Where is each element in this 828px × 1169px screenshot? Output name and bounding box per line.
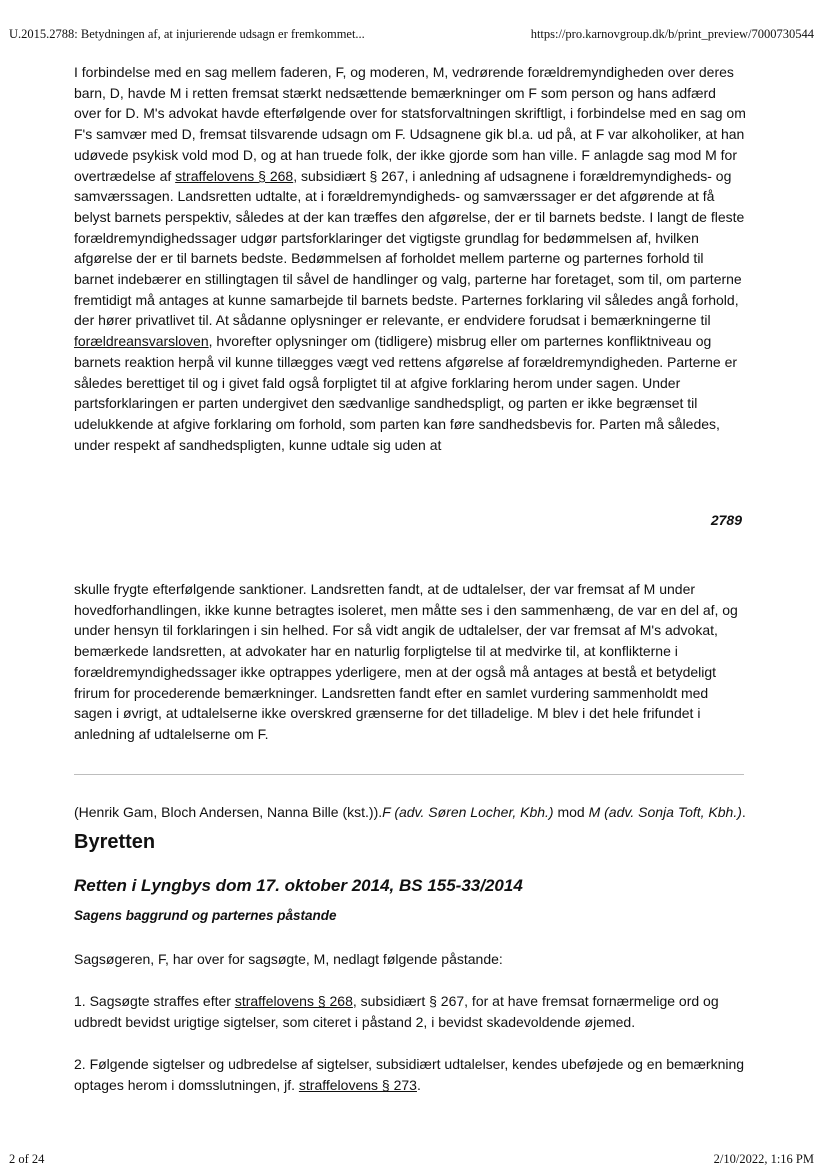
claim-text: , subsidiært § 267, for at have fremsat fornærmelige ord og udbredt bevidst urigtige sigtelser, som citeret i påstand 2, i bevidst skadevoldende øjemed. — [74, 993, 719, 1030]
claims-intro: Sagsøgeren, F, har over for sagsøgte, M, nedlagt følgende påstande: — [74, 951, 503, 967]
claim-1 — [74, 991, 746, 1033]
straffeloven-273-link[interactable]: straffelovens § 273 — [298, 1077, 417, 1093]
document-title: U.2015.2788: Betydningen af, at injurierende udsagn er fremkommet... — [9, 27, 365, 41]
defendant: M (adv. Sonja Toft, Kbh.) — [588, 804, 742, 820]
summary-section — [74, 62, 746, 455]
summary-paragraph-2: skulle frygte efterfølgende sanktioner. Landsretten fandt, at de udtalelser, der var fremsat af M under hovedforhandlingen, ikke kunne betragtes isoleret, men måtte ses i den sammenhæng, de var en del af, og under hensyn til forklaringen i sin helhed. For så vidt angik de udtalelser, der var fremsat af M's advokat, bemærkede landsretten, at advokater har en naturlig forpligtelse til at medvirke til, at konflikterne i forældremyndighedssager ikke optrappes yderligere, men at der også må antages at bestå et betydeligt frirum for procederende bemærkninger. Landsretten fandt efter en samlet vurdering sammenholdt med sagen i øvrigt, at udtalelserne ikke overskred grænserne for det tilladelige. M blev i det hele frifundet i anledning af udtalelserne om F. — [74, 581, 738, 742]
claim-text: 1. Sagsøgte straffes efter — [74, 993, 235, 1009]
court-heading: Byretten — [74, 831, 156, 853]
section-divider — [74, 774, 744, 775]
summary-continuation — [74, 579, 746, 745]
print-datetime: 2/10/2022, 1:16 PM — [713, 1152, 814, 1166]
foraeldreansvarsloven-link[interactable]: forældreansvarsloven — [74, 333, 209, 350]
plaintiff: F (adv. Søren Locher, Kbh.) — [382, 804, 554, 820]
judges-names: (Henrik Gam, Bloch Andersen, Nanna Bille (kst.)). — [74, 804, 383, 820]
straffeloven-268-link[interactable]: straffelovens § 268 — [175, 167, 294, 184]
end-period: . — [741, 804, 746, 820]
page-marker: 2789 — [710, 512, 742, 528]
paragraph-text: , hvorefter oplysninger om (tidligere) misbrug eller om parternes konfliktniveau og barnets reaktion herpå vil kunne tillægges vægt ved rettens afgørelse af forældremyndigheden. Parterne er således berettiget til og i givet fald også forpligtet til at afgive forklaring herom under sagen. Under partsforklaringen er parten undergivet den sædvanlige sandhedspligt, og parten er ikke begrænset til udelukkende at afgive forklaring om forhold, som parten kan føre sandhedsbevis for. Parten må således, under respekt af sandhedspligten, kunne udtale sig uden at — [74, 333, 738, 453]
page-count: 2 of 24 — [9, 1152, 45, 1166]
claim-text: . — [416, 1077, 421, 1093]
straffeloven-268-link[interactable]: straffelovens § 268 — [234, 993, 353, 1009]
section-subheading: Sagens baggrund og parternes påstande — [74, 908, 337, 923]
page-url: https://pro.karnovgroup.dk/b/print_preview/7000730544 — [530, 27, 814, 41]
paragraph-text: I forbindelse med en sag mellem faderen, F, og moderen, M, vedrørende forældremyndigheden over deres barn, D, havde M i retten fremsat stærkt nedsættende bemærkninger om F som person og hans adfærd over for D. M's advokat havde efterfølgende over for statsforvaltningen skriftligt, i forbindelse med en sag om F's samvær med D, fremsat tilsvarende udsagn om F. Udsagnene gik bl.a. ud på, at F var alkoholiker, at han udøvede psykisk vold mod D, og at han truede folk, der ikke gjorde som han ville. F anlagde sag mod M for overtrædelse af — [74, 64, 746, 184]
summary-paragraph-1 — [74, 62, 746, 455]
judgment-heading: Retten i Lyngbys dom 17. oktober 2014, BS 155-33/2014 — [74, 876, 523, 895]
claim-text: 2. Følgende sigtelser og udbredelse af sigtelser, subsidiært udtalelser, kendes ubeføjede og en bemærkning optages herom i domsslutningen, jf. — [74, 1056, 745, 1093]
judges-parties-line — [74, 804, 764, 820]
paragraph-text: , subsidiært § 267, i anledning af udsagnene i forældremyndigheds- og samværssagen. Landsretten udtalte, at i forældremyndigheds- og samværssager er det afgørende at få belyst barnets perspektiv, således at der kan træffes den afgørelse, der er til barnets bedste. I langt de fleste forældremyndighedssager udgør partsforklaringer det vigtigste grundlag for bedømmelsen af, hvilken afgørelse der er til barnets bedste. Bedømmelsen af forholdet mellem parterne og parternes forhold til barnet indebærer en stillingtagen til såvel de handlinger og valg, parterne har foretaget, som til, om parterne fremtidigt må antages at kunne samarbejde til barnets bedste. Parternes forklaring vil således angå forhold, der hører privatlivet til. At sådanne oplysninger er relevante, er endvidere forudsat i bemærkningerne til — [74, 167, 745, 329]
claim-2 — [74, 1054, 746, 1096]
versus-text: mod — [553, 804, 589, 820]
